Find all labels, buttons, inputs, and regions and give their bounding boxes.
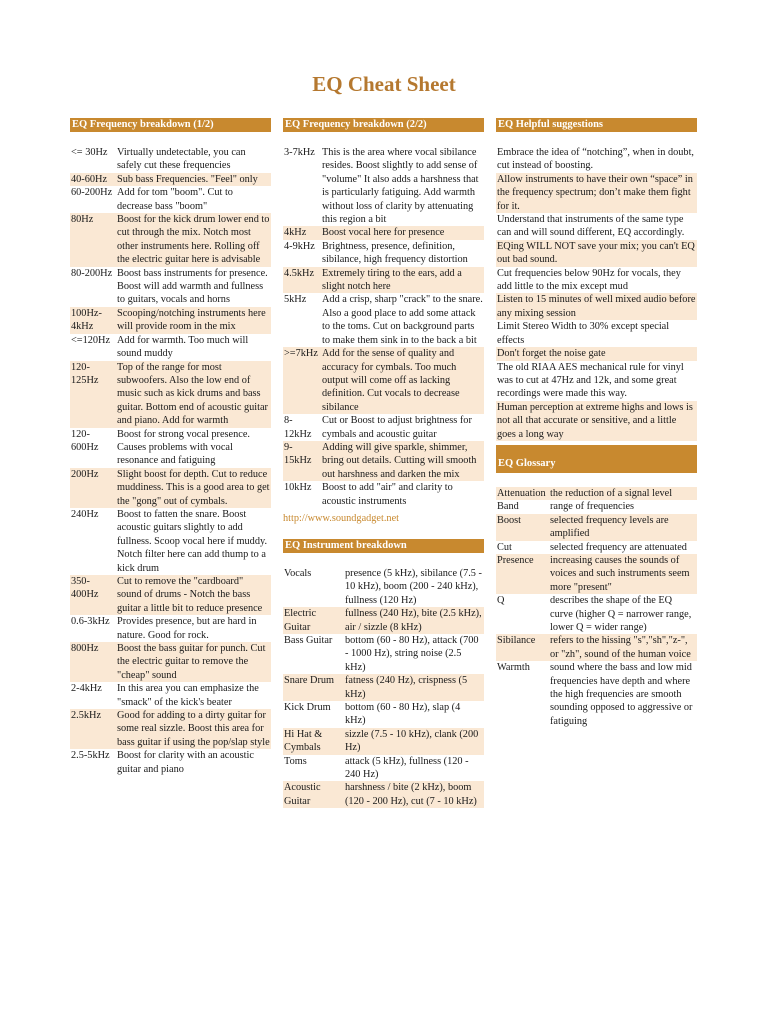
table-row xyxy=(496,594,697,634)
row-value: Boost for the kick drum lower end to cut through the mix. Notch most other instruments here. Rolling off the electric guitar here is advisable xyxy=(117,214,270,266)
row-key: Warmth xyxy=(497,662,530,674)
table-row xyxy=(283,414,484,441)
row-value: Boost to fatten the snare. Boost acoustic guitars slightly to add fullness. Scoop vocal here if muddy. Notch filter here can add thump to a kick drum xyxy=(117,508,268,574)
table-row xyxy=(496,487,697,500)
row-value: Boost bass instruments for presence. Boost will add warmth and fullness to guitars, vocals and horns xyxy=(117,267,268,306)
row-key: Sibilance xyxy=(496,634,549,661)
section-heading-suggestions: EQ Helpful suggestions xyxy=(496,118,697,132)
column-frequency-1 xyxy=(70,118,271,776)
suggestion-item: Human perception at extreme highs and lows is not all that accurate or sensitive, and a little goes a long way xyxy=(496,401,697,441)
row-key: 100Hz-4kHz xyxy=(70,307,116,334)
row-value: Top of the range for most subwoofers. Also the low end of music such as kick drums and bass guitar. Bottom end of acoustic guitar and piano. Add for warmth xyxy=(116,361,271,428)
row-value: bottom (60 - 80 Hz), attack (700 - 1000 Hz), string noise (2.5 kHz) xyxy=(345,635,479,673)
section-heading-instruments: EQ Instrument breakdown xyxy=(283,539,484,553)
row-value: Adding will give sparkle, shimmer, bring out details. Cutting will smooth out harshness and darken the mix xyxy=(321,441,484,481)
row-value: the reduction of a signal level xyxy=(549,487,697,500)
table-row xyxy=(70,173,271,186)
row-value: Scooping/notching instruments here will provide room in the mix xyxy=(116,307,271,334)
table-row xyxy=(70,508,271,575)
glossary-table xyxy=(496,487,697,728)
row-key: 40-60Hz xyxy=(70,173,116,186)
section-heading-frequency-1: EQ Frequency breakdown (1/2) xyxy=(70,118,271,132)
suggestion-item: Cut frequencies below 90Hz for vocals, they add little to the mix except mud xyxy=(497,267,681,293)
row-value: selected frequency are attenuated xyxy=(550,541,687,553)
row-key: Cut xyxy=(497,541,512,553)
table-row xyxy=(70,146,271,173)
row-key: >=7kHz xyxy=(283,347,321,414)
row-value: fullness (240 Hz), bite (2.5 kHz), air / sizzle (8 kHz) xyxy=(344,607,484,634)
table-row xyxy=(283,267,484,294)
table-row xyxy=(496,500,697,513)
row-key: 9-15kHz xyxy=(283,441,321,481)
row-value: Slight boost for depth. Cut to reduce muddiness. This is a good area to get the "gong" out of cymbals. xyxy=(117,468,270,507)
table-row xyxy=(283,240,484,267)
frequency-table-1 xyxy=(70,146,271,776)
table-row xyxy=(70,307,271,334)
row-key: 0.6-3kHz xyxy=(71,616,110,628)
row-value: sizzle (7.5 - 10 kHz), clank (200 Hz) xyxy=(344,728,484,755)
table-row xyxy=(496,554,697,594)
table-row xyxy=(283,347,484,414)
row-key: 3-7kHz xyxy=(284,147,315,158)
row-value: Good for adding to a dirty guitar for some real sizzle. Boost this area for bass guitar if using the pop/slap style xyxy=(117,710,270,748)
suggestions-list xyxy=(496,146,697,441)
row-key: Snare Drum xyxy=(283,674,344,701)
row-key: 80Hz xyxy=(70,213,116,267)
row-key: Bass Guitar xyxy=(284,635,333,646)
row-value: Provides presence, but are hard in nature. Good for rock. xyxy=(117,616,257,641)
table-row xyxy=(496,514,697,541)
row-key: 5kHz xyxy=(284,294,307,306)
table-row xyxy=(496,634,697,661)
table-row xyxy=(283,607,484,634)
row-value: Cut or Boost to adjust brightness for cymbals and acoustic guitar xyxy=(322,415,472,440)
row-value: fatness (240 Hz), crispness (5 kHz) xyxy=(344,674,484,701)
table-row xyxy=(70,334,271,361)
row-value: This is the area where vocal sibilance resides. Boost slightly to add sense of "volume" It also adds a harshness that is particularly fatiguing. Add warmth without loss of clarity by attenuating this region a bit xyxy=(322,147,479,226)
table-row xyxy=(70,575,271,615)
row-key: 120-125Hz xyxy=(70,361,116,428)
table-row xyxy=(283,567,484,607)
row-key: Presence xyxy=(496,554,549,594)
row-value: refers to the hissing "s","sh","z-", or "zh", sound of the human voice xyxy=(549,634,697,661)
table-row xyxy=(283,781,484,808)
row-value: Boost for clarity with an acoustic guitar and piano xyxy=(117,750,254,775)
section-heading-glossary: EQ Glossary xyxy=(496,445,697,473)
row-key: Q xyxy=(497,595,505,607)
row-value: Add for tom "boom". Cut to decrease bass "boom" xyxy=(117,187,233,212)
table-row xyxy=(283,293,484,347)
suggestion-item: Embrace the idea of “notching”, when in doubt, cut instead of boosting. xyxy=(497,147,695,172)
suggestion-item: Understand that instruments of the same type can and will sound different, EQ accordingly. xyxy=(497,214,685,239)
row-key: 240Hz xyxy=(71,508,99,520)
table-row xyxy=(70,682,271,709)
table-row xyxy=(70,186,271,213)
column-suggestions xyxy=(496,118,697,728)
row-value: Boost for strong vocal presence. Causes problems with vocal resonance and fatiguing xyxy=(117,428,250,467)
row-key: 10kHz xyxy=(284,482,312,494)
page-title: EQ Cheat Sheet xyxy=(312,72,456,96)
row-value: Sub bass Frequencies. "Feel" only xyxy=(116,173,271,186)
column-frequency-2 xyxy=(283,118,484,808)
suggestion-item: The old RIAA AES mechanical rule for vinyl was to cut at 47Hz and 12k, and some great recordings were made this way. xyxy=(497,361,684,400)
row-key: 80-200Hz xyxy=(71,267,113,279)
row-value: Boost the bass guitar for punch. Cut the electric guitar to remove the "cheap" sound xyxy=(116,642,271,682)
row-value: selected frequency levels are amplified xyxy=(549,514,697,541)
table-row xyxy=(496,541,697,554)
row-value: Brightness, presence, definition, sibilance, high frequency distortion xyxy=(322,240,468,266)
row-key: 200Hz xyxy=(70,468,116,508)
row-value: In this area you can emphasize the "smack" of the kick's beater xyxy=(117,683,259,708)
table-row xyxy=(283,481,484,508)
row-key: 8-12kHz xyxy=(284,415,312,440)
row-key: Electric Guitar xyxy=(283,607,344,634)
row-key: 350-400Hz xyxy=(70,575,116,615)
row-value: Add for warmth. Too much will sound muddy xyxy=(117,334,249,360)
table-row xyxy=(70,615,271,642)
table-row xyxy=(70,749,271,776)
row-value: bottom (60 - 80 Hz), slap (4 kHz) xyxy=(345,702,461,727)
row-key: Kick Drum xyxy=(284,702,331,714)
suggestion-item: Listen to 15 minutes of well mixed audio before any mixing session xyxy=(497,294,696,319)
row-value: Virtually undetectable, you can safely cut these frequencies xyxy=(117,147,246,172)
row-value: increasing causes the sounds of voices and such instruments seem more "present" xyxy=(549,554,697,594)
table-row xyxy=(283,755,484,782)
table-row xyxy=(70,468,271,508)
table-row xyxy=(70,428,271,468)
table-row xyxy=(70,267,271,307)
row-key: Vocals xyxy=(284,567,312,579)
row-key: 60-200Hz xyxy=(71,187,113,199)
row-key: 800Hz xyxy=(70,642,116,682)
row-key: 4kHz xyxy=(283,226,321,239)
table-row xyxy=(283,634,484,674)
row-value: Boost to add "air" and clarity to acoustic instruments xyxy=(322,482,453,507)
row-key: 120-600Hz xyxy=(71,428,99,453)
row-key: Attenuation xyxy=(496,487,549,500)
row-key: Toms xyxy=(284,755,307,767)
row-key: Acoustic Guitar xyxy=(283,781,344,808)
row-key: Boost xyxy=(496,514,549,541)
row-value: attack (5 kHz), fullness (120 - 240 Hz) xyxy=(345,755,469,781)
row-key: 4-9kHz xyxy=(284,240,315,252)
table-row xyxy=(283,728,484,755)
row-key: Hi Hat & Cymbals xyxy=(283,728,344,755)
row-value: Cut to remove the "cardboard" sound of drums - Notch the bass guitar a little bit to reduce presence xyxy=(116,575,271,615)
section-heading-frequency-2: EQ Frequency breakdown (2/2) xyxy=(283,118,484,132)
row-value: Boost vocal here for presence xyxy=(321,226,484,239)
suggestion-item: Limit Stereo Width to 30% except special effects xyxy=(497,321,670,346)
suggestion-item: Allow instruments to have their own “space” in the frequency spectrum; don’t make them fight for it. xyxy=(496,173,697,213)
row-value: Add for the sense of quality and accuracy for cymbals. Too much output will come off as lacking definition. Cut vocals to decrease sibilance xyxy=(321,347,484,414)
row-value: range of frequencies xyxy=(550,501,635,513)
table-row xyxy=(496,661,697,728)
table-row xyxy=(283,226,484,239)
row-value: harshness / bite (2 kHz), boom (120 - 200 Hz), cut (7 - 10 kHz) xyxy=(344,781,484,808)
row-value: describes the shape of the EQ curve (higher Q = narrower range, lower Q = wider range) xyxy=(550,595,692,633)
row-key: 2-4kHz xyxy=(71,683,102,695)
row-key: <= 30Hz xyxy=(71,147,108,158)
row-value: presence (5 kHz), sibilance (7.5 - 10 kHz), boom (200 - 240 kHz), fullness (120 Hz) xyxy=(345,567,482,606)
row-value: Add a crisp, sharp "crack" to the snare. Also a good place to add some attack to the toms. Cut on background parts to make them sink in to the back a bit xyxy=(322,294,483,346)
table-row xyxy=(283,146,484,226)
table-row xyxy=(70,361,271,428)
suggestion-item: EQing WILL NOT save your mix; you can't EQ out bad sound. xyxy=(496,240,697,267)
table-row xyxy=(70,642,271,682)
row-key: 2.5-5kHz xyxy=(71,750,110,762)
table-row xyxy=(283,674,484,701)
table-row xyxy=(283,701,484,728)
frequency-table-2 xyxy=(283,146,484,508)
suggestion-item: Don't forget the noise gate xyxy=(496,347,697,360)
row-value: Extremely tiring to the ears, add a slight notch here xyxy=(321,267,484,294)
table-row xyxy=(70,213,271,267)
row-key: <=120Hz xyxy=(71,334,111,346)
row-key: 2.5kHz xyxy=(70,709,116,749)
row-key: Band xyxy=(497,501,519,513)
row-value: sound where the bass and low mid frequencies have depth and where the high frequencies are smooth sounding opposed to aggressive or fatiguing xyxy=(550,662,693,727)
table-row xyxy=(70,709,271,749)
soundgadget-link[interactable]: http://www.soundgadget.net xyxy=(283,512,400,524)
table-row xyxy=(283,441,484,481)
row-key: 4.5kHz xyxy=(283,267,321,294)
instrument-table xyxy=(283,567,484,808)
